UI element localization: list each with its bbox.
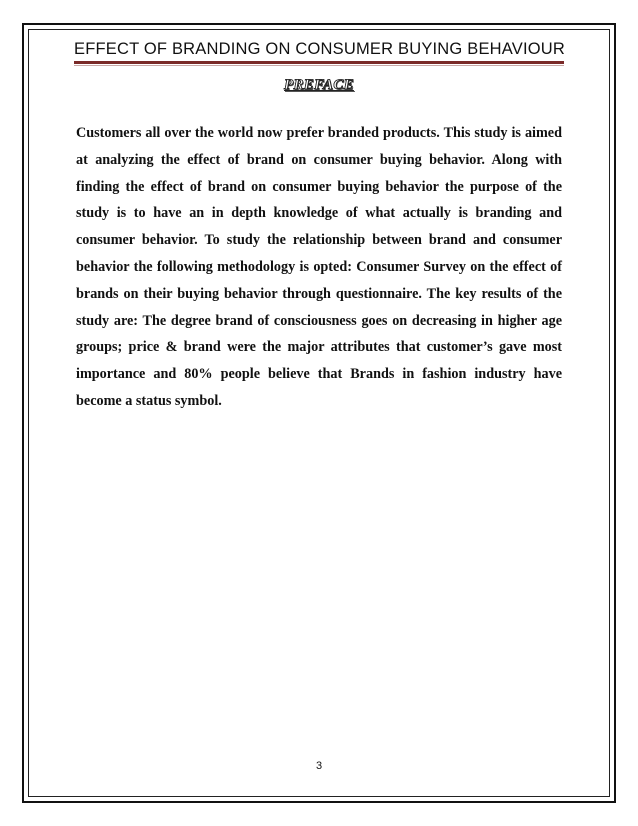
page-number: 3: [315, 760, 323, 772]
header-rule: [74, 61, 564, 64]
preface-paragraph: Customers all over the world now prefer branded products. This study is aimed at analyzing the effect of brand on consumer buying behavior. Along with finding the effect of brand on consumer buying behavior the purpose of the study is to have an in depth knowledge of what actually is branding and consumer behavior. To study the relationship between brand and consumer behavior the following methodology is opted: Consumer Survey on the effect of brands on their buying behavior through questionnaire. The key results of the study are: The degree brand of consciousness goes on decreasing in higher age groups; price & brand were the major attributes that customer’s gave most importance and 80% people believe that Brands in fashion industry have become a status symbol.: [76, 125, 562, 409]
section-title: PREFACE: [284, 77, 354, 93]
running-header: EFFECT OF BRANDING ON CONSUMER BUYING BEHAVIOUR: [74, 40, 566, 58]
header-rule-thin: [74, 65, 564, 66]
